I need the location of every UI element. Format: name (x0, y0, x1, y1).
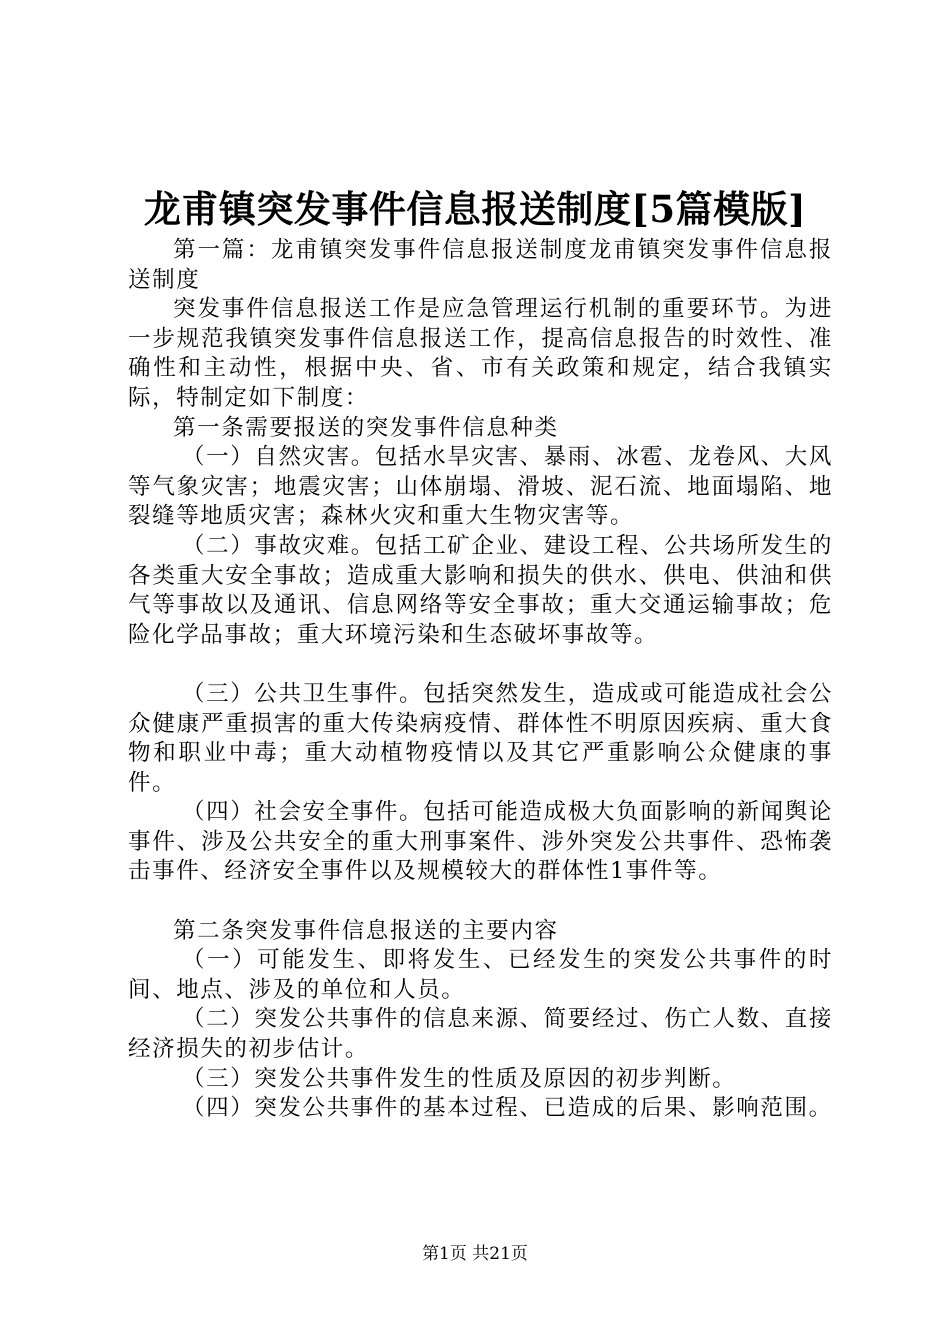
section-heading-1: 第一条需要报送的突发事件信息种类 (173, 414, 559, 441)
document-title: 龙甫镇突发事件信息报送制度[5篇模版] (143, 187, 807, 231)
paragraph-content-4: （四）突发公共事件的基本过程、已造成的后果、影响范围。 (182, 1095, 833, 1122)
paragraph-content-3: （三）突发公共事件发生的性质及原因的初步判断。 (182, 1065, 737, 1092)
section-heading-2: 第二条突发事件信息报送的主要内容 (173, 917, 559, 944)
paragraph-intro-heading: 第一篇：龙甫镇突发事件信息报送制度龙甫镇突发事件信息报送制度 (128, 237, 833, 293)
document-body (128, 236, 833, 1124)
paragraph-content-1: （一）可能发生、即将发生、已经发生的突发公共事件的时间、地点、涉及的单位和人员。 (128, 947, 833, 1003)
page-number: 第1页 共21页 (422, 1244, 528, 1264)
paragraph-content-2: （二）突发公共事件的信息来源、简要经过、伤亡人数、直接经济损失的初步估计。 (128, 1006, 833, 1063)
paragraph-natural-disasters: （一）自然灾害。包括水旱灾害、暴雨、冰雹、龙卷风、大风等气象灾害；地震灾害；山体崩塌、滑坡、泥石流、地面塌陷、地裂缝等地质灾害；森林火灾和重大生物灾害等。 (128, 444, 833, 530)
paragraph-social-security: （四）社会安全事件。包括可能造成极大负面影响的新闻舆论事件、涉及公共安全的重大刑事案件、涉外突发公共事件、恐怖袭击事件、经济安全事件以及规模较大的群体性1事件等。 (128, 799, 833, 885)
paragraph-intro: 突发事件信息报送工作是应急管理运行机制的重要环节。为进一步规范我镇突发事件信息报送工作，提高信息报告的时效性、准确性和主动性，根据中央、省、市有关政策和规定，结合我镇实际，特制定如下制度： (128, 296, 833, 411)
paragraph-public-health: （三）公共卫生事件。包括突然发生，造成或可能造成社会公众健康严重损害的重大传染病疫情、群体性不明原因疾病、重大食物和职业中毒；重大动植物疫情以及其它严重影响公众健康的事件。 (128, 680, 833, 796)
paragraph-accidents: （二）事故灾难。包括工矿企业、建设工程、公共场所发生的各类重大安全事故；造成重大影响和损失的供水、供电、供油和供气等事故以及通讯、信息网络等安全事故；重大交通运输事故；危险化学品事故；重大环境污染和生态破坏事故等。 (128, 532, 833, 648)
